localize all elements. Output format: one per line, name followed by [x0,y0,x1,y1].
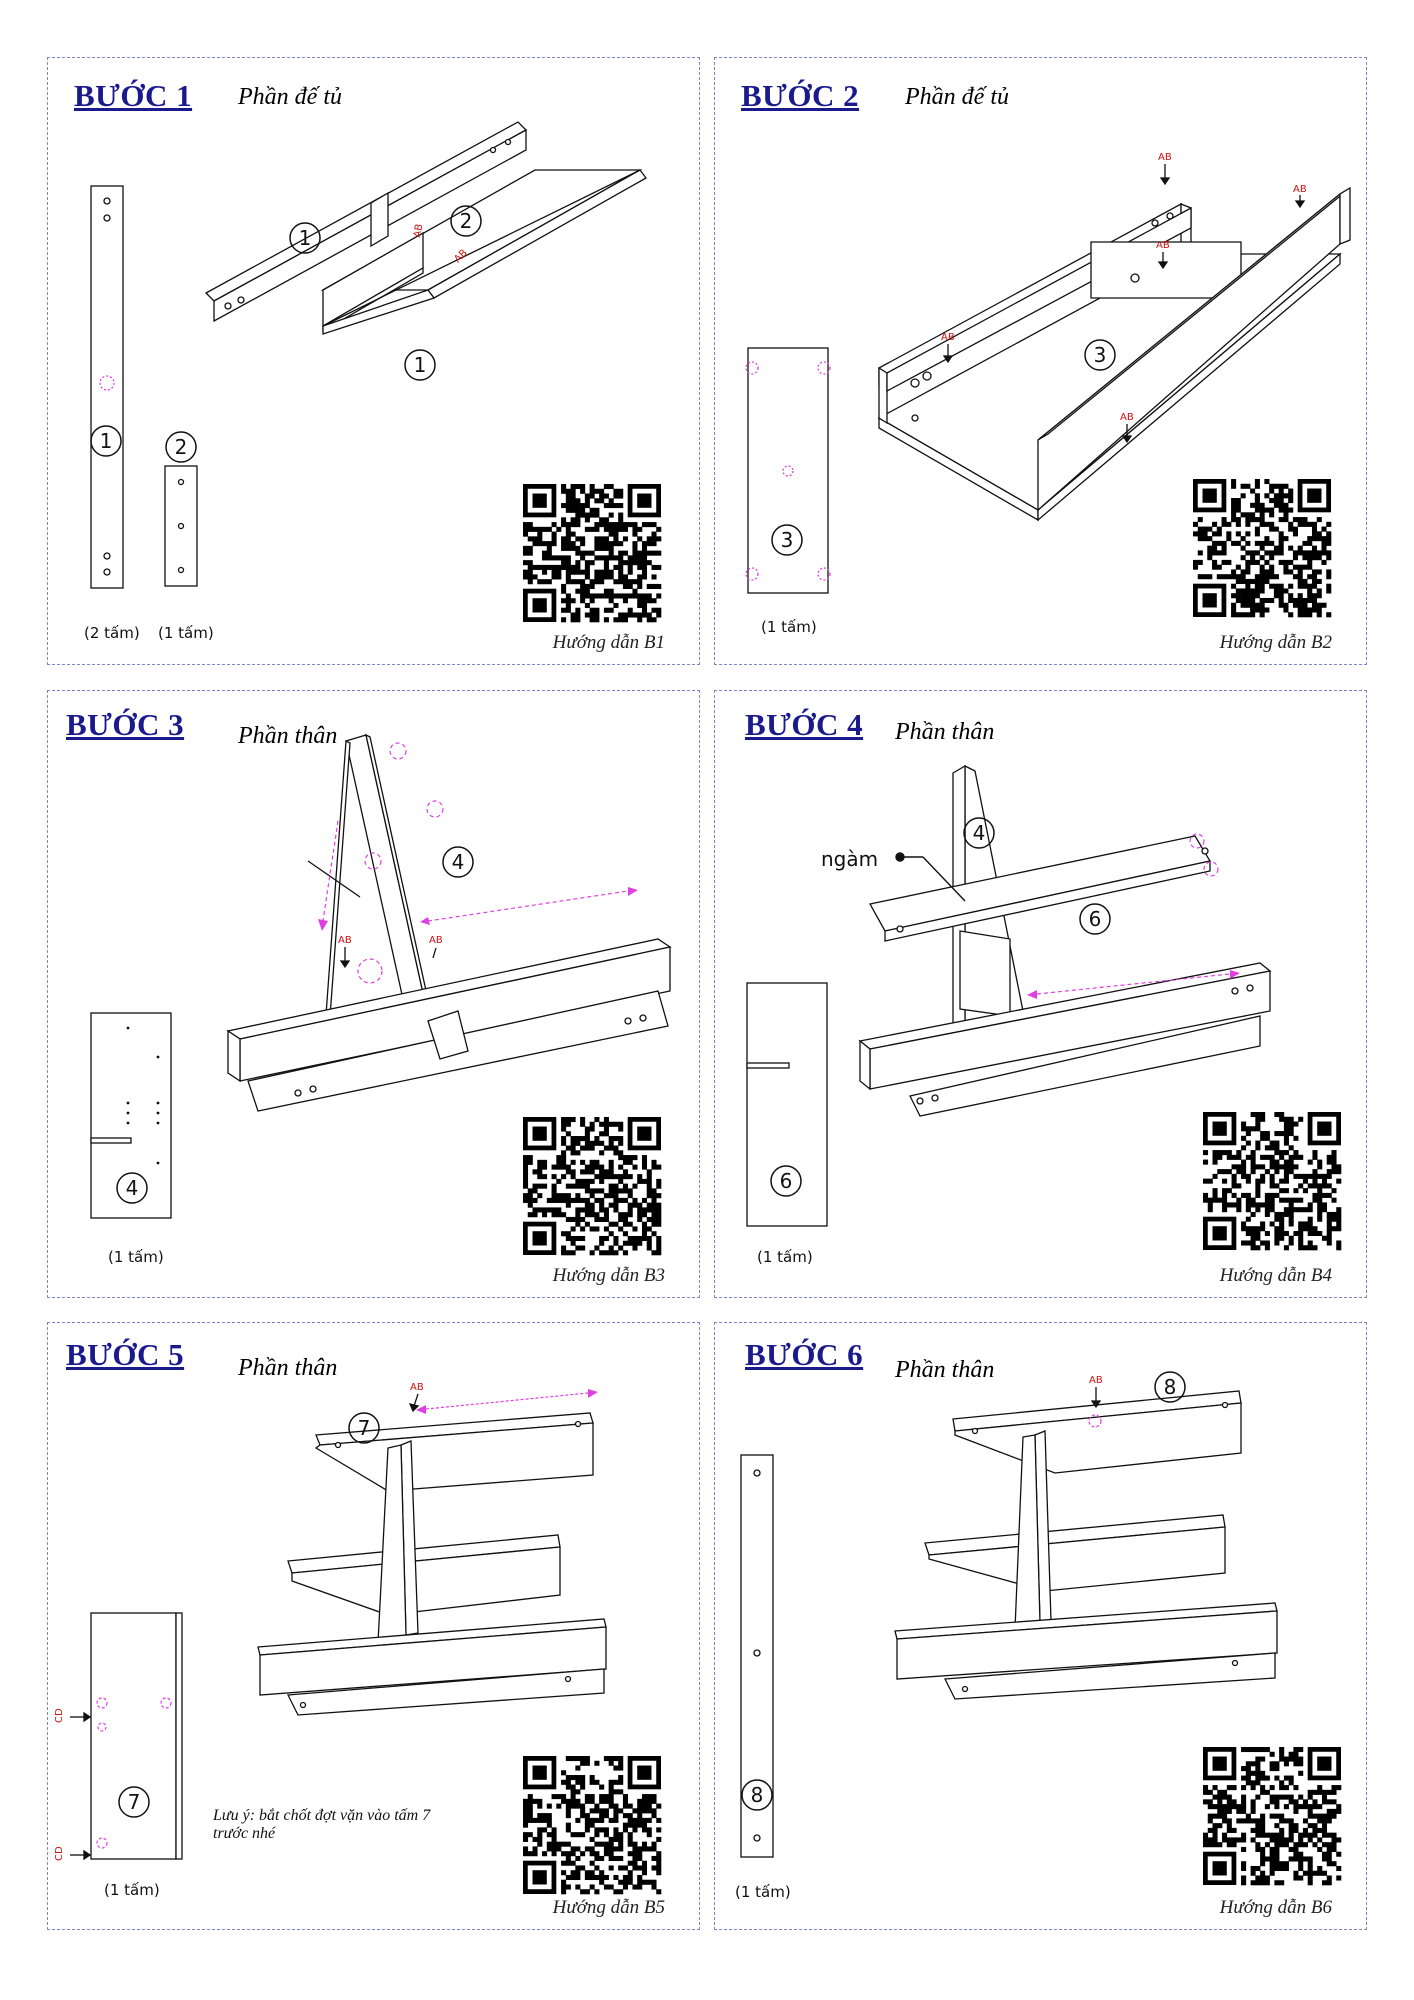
part-number-label: 7 [127,1790,141,1814]
guide-label: Hướng dẫn B4 [1219,1265,1332,1286]
svg-text:AB: AB [1293,184,1307,195]
step-subtitle: Phần đế tủ [905,84,1009,110]
step-subtitle: Phần đế tủ [238,84,342,110]
part-number-label: 1 [99,429,113,453]
svg-text:AB: AB [338,935,352,946]
quantity-label: (1 tấm) [158,624,214,642]
svg-text:AB: AB [941,332,955,343]
part-number-label: 4 [972,821,986,845]
qr-code-icon[interactable] [523,1117,661,1255]
step-3-panel [47,690,700,1298]
step-title: BƯỚC 5 [66,1337,185,1372]
qr-code-icon[interactable] [1203,1112,1341,1250]
quantity-label: (1 tấm) [761,618,817,636]
svg-text:AB: AB [452,247,470,266]
part-number-label: 8 [750,1783,764,1807]
guide-label: Hướng dẫn B2 [1219,632,1332,653]
qr-code-icon[interactable] [1203,1747,1341,1885]
part-number-label: 6 [1088,907,1102,931]
svg-text:CD: CD [54,1846,65,1861]
part-number-label: 1 [413,353,427,377]
guide-label: Hướng dẫn B5 [552,1897,665,1918]
joint-callout-label: ngàm [821,847,879,871]
step-subtitle: Phần thân [238,723,338,749]
step-5-panel [47,1322,700,1930]
part-number-label: 4 [125,1176,139,1200]
part-number-label: 6 [779,1169,793,1193]
svg-text:AB: AB [429,935,443,946]
part-number-label: 1 [298,226,312,250]
part-number-label: 3 [780,528,794,552]
svg-text:AB: AB [1156,240,1170,251]
quantity-label: (1 tấm) [757,1248,813,1266]
part-number-label: 2 [174,435,188,459]
svg-text:AB: AB [412,223,426,239]
step-subtitle: Phần thân [895,1357,995,1383]
part-number-label: 7 [357,1416,371,1440]
step-subtitle: Phần thân [238,1355,338,1381]
step-title: BƯỚC 1 [74,78,193,113]
quantity-label: (1 tấm) [104,1881,160,1899]
note-text: Lưu ý: bắt chốt đợt vặn vào tấm 7 trước nhé [213,1807,431,1842]
part-number-label: 4 [451,850,465,874]
svg-text:CD: CD [54,1708,65,1723]
svg-text:AB: AB [1089,1375,1103,1386]
part-number-label: 8 [1163,1375,1177,1399]
qr-code-icon[interactable] [523,1756,661,1894]
step-subtitle: Phần thân [895,719,995,745]
svg-text:AB: AB [1120,412,1134,423]
part-number-label: 2 [459,209,473,233]
step-6-panel [714,1322,1367,1930]
qr-code-icon[interactable] [523,484,661,622]
step-title: BƯỚC 3 [66,707,185,742]
guide-label: Hướng dẫn B6 [1219,1897,1332,1918]
step-4-panel [714,690,1367,1298]
svg-text:AB: AB [410,1382,424,1393]
quantity-label: (1 tấm) [735,1883,791,1901]
step-title: BƯỚC 4 [745,707,864,742]
guide-label: Hướng dẫn B1 [552,632,665,653]
step-2-panel [714,57,1367,665]
step-1-panel [47,57,700,665]
part-number-label: 3 [1093,343,1107,367]
svg-text:AB: AB [1158,152,1172,163]
step-title: BƯỚC 6 [745,1337,864,1372]
qr-code-icon[interactable] [1193,479,1331,617]
quantity-label: (2 tấm) [84,624,140,642]
quantity-label: (1 tấm) [108,1248,164,1266]
guide-label: Hướng dẫn B3 [552,1265,665,1286]
step-title: BƯỚC 2 [741,78,860,113]
